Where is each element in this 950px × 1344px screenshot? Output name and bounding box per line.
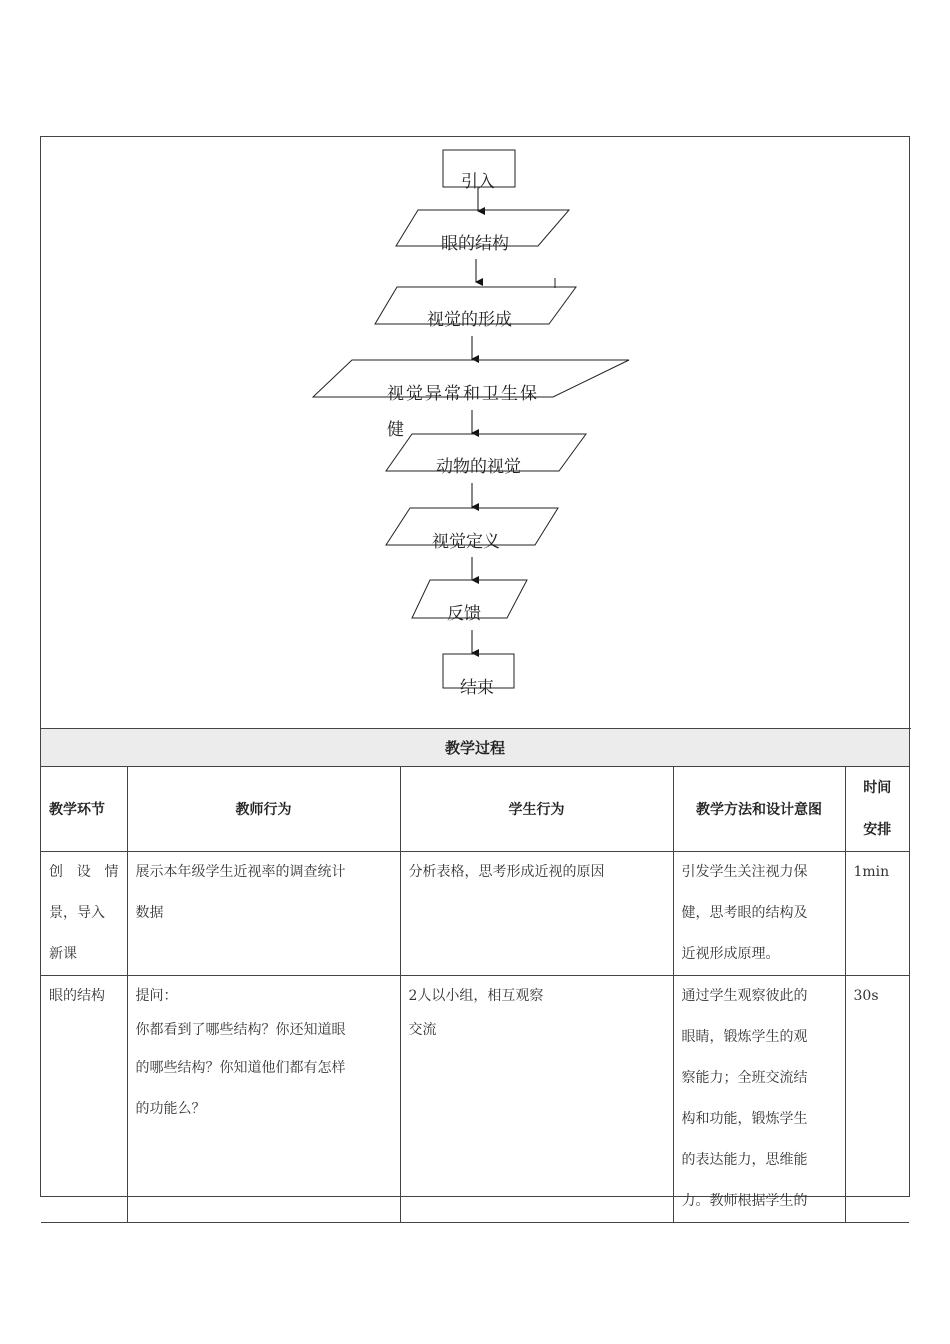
- row1-student: 分析表格，思考形成近视的原因: [400, 852, 673, 976]
- lesson-frame: [40, 136, 910, 1209]
- flowchart: [41, 137, 911, 729]
- header-time: [845, 767, 909, 852]
- header-time-line1: 时间: [863, 780, 892, 796]
- flow-step-vision-definition: 视觉定义: [432, 532, 500, 552]
- row1-time: 1min: [845, 852, 909, 976]
- header-student: 学生行为: [400, 767, 673, 852]
- flow-step-vision-abnormal: 视觉异常和卫生保: [387, 384, 539, 404]
- header-method: 教学方法和设计意图: [673, 767, 845, 852]
- row2-method: 通过学生观察彼此的 眼睛，锻炼学生的观 察能力；全班交流结 构和功能，锻炼学生 的表达能力，思维能 力。教师根据学生的: [673, 976, 845, 1223]
- row1-stage: 创 设 情 景，导入 新课: [41, 852, 127, 976]
- flow-step-health-care: 健: [387, 420, 404, 440]
- header-time-line2: 安排: [863, 822, 892, 838]
- table-header-row: [41, 767, 909, 852]
- flow-step-feedback: 反馈: [447, 604, 481, 624]
- row1-teacher: 展示本年级学生近视率的调查统计 数据: [127, 852, 400, 976]
- flow-step-eye-structure: 眼的结构: [441, 234, 509, 254]
- row2-stage: 眼的结构: [41, 976, 127, 1223]
- flowchart-area: [41, 137, 911, 729]
- table-row: [41, 976, 909, 1223]
- row2-teacher: 提问： 你都看到了哪些结构？你还知道眼 的哪些结构？你知道他们都有怎样 的功能么？: [127, 976, 400, 1223]
- header-teacher: 教师行为: [127, 767, 400, 852]
- row2-time: 30s: [845, 976, 909, 1223]
- flow-step-intro: 引入: [461, 172, 495, 192]
- table-row: [41, 852, 909, 976]
- flow-step-animal-vision: 动物的视觉: [436, 457, 521, 477]
- flow-step-end: 结束: [460, 678, 494, 698]
- flow-step-vision-forming: 视觉的形成: [427, 310, 512, 330]
- section-title: 教学过程: [41, 729, 909, 767]
- row2-student: 2人以小组，相互观察 交流: [400, 976, 673, 1223]
- header-stage: 教学环节: [41, 767, 127, 852]
- row1-method: 引发学生关注视力保 健，思考眼的结构及 近视形成原理。: [673, 852, 845, 976]
- teaching-process-table: [41, 767, 909, 1223]
